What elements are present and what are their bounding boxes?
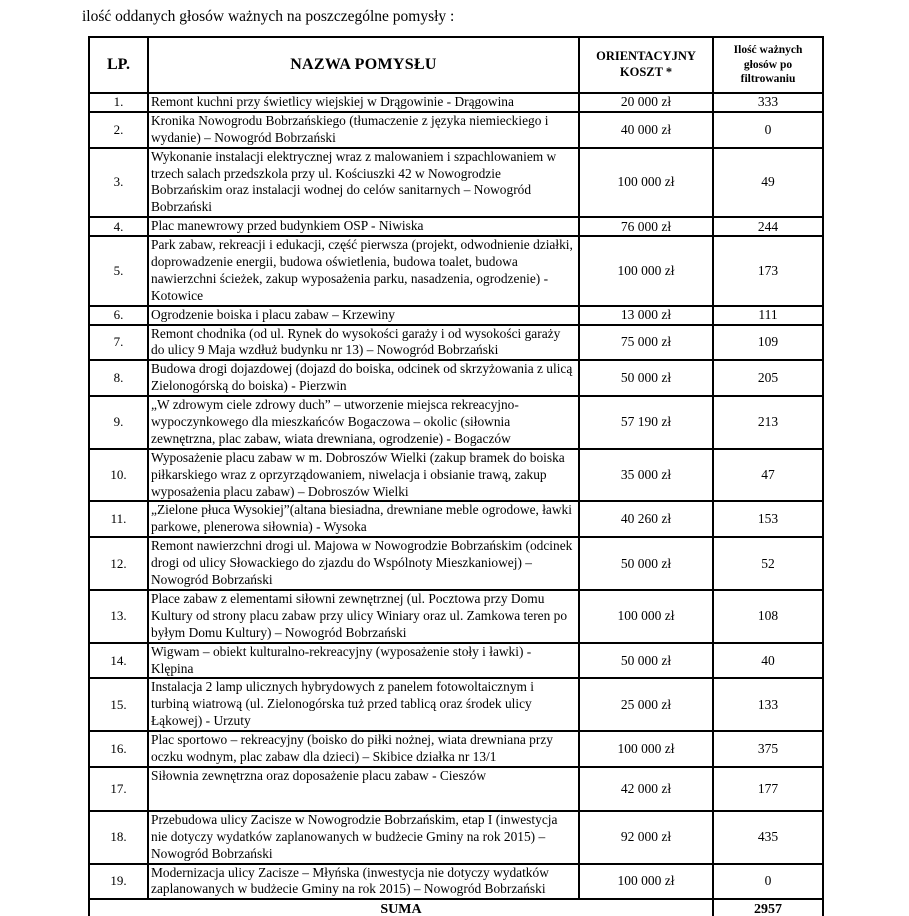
row-number-cell: 2. bbox=[89, 112, 148, 148]
row-number-cell: 10. bbox=[89, 449, 148, 502]
row-number-cell: 9. bbox=[89, 396, 148, 449]
votes-cell: 0 bbox=[713, 112, 823, 148]
table-row bbox=[89, 325, 823, 361]
votes-cell: 177 bbox=[713, 767, 823, 811]
row-number-cell: 19. bbox=[89, 864, 148, 900]
row-number-cell: 4. bbox=[89, 217, 148, 236]
idea-name-cell: Ogrodzenie boiska i placu zabaw – Krzewiny bbox=[148, 306, 579, 325]
row-number-cell: 5. bbox=[89, 236, 148, 306]
row-number-cell: 17. bbox=[89, 767, 148, 811]
votes-cell: 173 bbox=[713, 236, 823, 306]
table-header-row bbox=[89, 37, 823, 93]
idea-name-cell: Plac manewrowy przed budynkiem OSP - Niwiska bbox=[148, 217, 579, 236]
cost-cell: 20 000 zł bbox=[579, 93, 713, 112]
cost-cell: 25 000 zł bbox=[579, 678, 713, 731]
idea-name-cell: Siłownia zewnętrzna oraz doposażenie placu zabaw - Cieszów bbox=[148, 767, 579, 811]
idea-name-cell: „Zielone płuca Wysokiej”(altana biesiadna, drewniane meble ogrodowe, ławki parkowe, plenerowa siłownia) - Wysoka bbox=[148, 501, 579, 537]
idea-name-cell: Wykonanie instalacji elektrycznej wraz z malowaniem i szpachlowaniem w trzech salach przedszkola przy ul. Kościuszki 42 w Nowogrodzie Bobrzańskim oraz instalacji wodnej do celów sanitarnych – Nowogród Bobrzański bbox=[148, 148, 579, 218]
votes-cell: 205 bbox=[713, 360, 823, 396]
idea-name-cell: Remont nawierzchni drogi ul. Majowa w Nowogrodzie Bobrzańskim (odcinek drogi od ulicy Słowackiego do zjazdu do Wspólnoty Mieszkaniowej) – Nowogród Bobrzański bbox=[148, 537, 579, 590]
summary-label-cell: SUMA bbox=[89, 899, 713, 916]
row-number-cell: 3. bbox=[89, 148, 148, 218]
cost-cell: 57 190 zł bbox=[579, 396, 713, 449]
table-row bbox=[89, 501, 823, 537]
idea-name-cell: „W zdrowym ciele zdrowy duch” – utworzenie miejsca rekreacyjno-wypoczynkowego dla mieszkańców Bogaczowa – okolic (siłownia zewnętrzna, plac zabaw, wiata drewniana, ogrodzenie) - Bogaczów bbox=[148, 396, 579, 449]
header-cost: ORIENTACYJNY KOSZT * bbox=[579, 37, 713, 93]
votes-cell: 375 bbox=[713, 731, 823, 767]
summary-row bbox=[89, 899, 823, 916]
cost-cell: 50 000 zł bbox=[579, 537, 713, 590]
idea-name-cell: Park zabaw, rekreacji i edukacji, część pierwsza (projekt, odwodnienie działki, doprowadzenie energii, budowa oświetlenia, budowa toalet, budowa nawierzchni ścieżek, zakup wyposażenia parku, nasadzenia, ogrodzenie) - Kotowice bbox=[148, 236, 579, 306]
idea-name-cell: Wyposażenie placu zabaw w m. Dobroszów Wielki (zakup bramek do boiska piłkarskiego wraz z oprzyrządowaniem, niwelacja i obsianie trawą, zakup wyposażenia placu zabaw) – Dobroszów Wielki bbox=[148, 449, 579, 502]
table-row bbox=[89, 93, 823, 112]
row-number-cell: 8. bbox=[89, 360, 148, 396]
cost-cell: 100 000 zł bbox=[579, 590, 713, 643]
table-row bbox=[89, 360, 823, 396]
table-row bbox=[89, 148, 823, 218]
cost-cell: 100 000 zł bbox=[579, 236, 713, 306]
idea-name-cell: Wigwam – obiekt kulturalno-rekreacyjny (wyposażenie stoły i ławki) - Klępina bbox=[148, 643, 579, 679]
row-number-cell: 14. bbox=[89, 643, 148, 679]
row-number-cell: 12. bbox=[89, 537, 148, 590]
cost-cell: 50 000 zł bbox=[579, 643, 713, 679]
votes-cell: 244 bbox=[713, 217, 823, 236]
cost-cell: 100 000 zł bbox=[579, 864, 713, 900]
votes-cell: 133 bbox=[713, 678, 823, 731]
table-row bbox=[89, 396, 823, 449]
votes-cell: 52 bbox=[713, 537, 823, 590]
votes-cell: 153 bbox=[713, 501, 823, 537]
table-row bbox=[89, 449, 823, 502]
table-row bbox=[89, 306, 823, 325]
idea-name-cell: Przebudowa ulicy Zacisze w Nowogrodzie Bobrzańskim, etap I (inwestycja nie dotyczy wydatków zaplanowanych w budżecie Gminy na rok 2015) – Nowogród Bobrzański bbox=[148, 811, 579, 864]
header-votes: Ilość ważnych głosów po filtrowaniu bbox=[713, 37, 823, 93]
cost-cell: 42 000 zł bbox=[579, 767, 713, 811]
page-title: ilość oddanych głosów ważnych na poszczególne pomysły : bbox=[82, 8, 455, 25]
votes-cell: 111 bbox=[713, 306, 823, 325]
row-number-cell: 15. bbox=[89, 678, 148, 731]
votes-cell: 0 bbox=[713, 864, 823, 900]
cost-cell: 35 000 zł bbox=[579, 449, 713, 502]
row-number-cell: 11. bbox=[89, 501, 148, 537]
header-lp: LP. bbox=[89, 37, 148, 93]
table-row bbox=[89, 537, 823, 590]
votes-cell: 40 bbox=[713, 643, 823, 679]
table-row bbox=[89, 112, 823, 148]
table-row bbox=[89, 678, 823, 731]
cost-cell: 40 000 zł bbox=[579, 112, 713, 148]
table-row bbox=[89, 590, 823, 643]
table-row bbox=[89, 236, 823, 306]
row-number-cell: 16. bbox=[89, 731, 148, 767]
table-row bbox=[89, 643, 823, 679]
cost-cell: 92 000 zł bbox=[579, 811, 713, 864]
votes-cell: 435 bbox=[713, 811, 823, 864]
table-row bbox=[89, 217, 823, 236]
cost-cell: 76 000 zł bbox=[579, 217, 713, 236]
table-row bbox=[89, 767, 823, 811]
votes-cell: 49 bbox=[713, 148, 823, 218]
cost-cell: 100 000 zł bbox=[579, 148, 713, 218]
idea-name-cell: Plac sportowo – rekreacyjny (boisko do piłki nożnej, wiata drewniana przy oczku wodnym, plac zabaw dla dzieci) – Skibice działka nr 13/1 bbox=[148, 731, 579, 767]
idea-name-cell: Remont kuchni przy świetlicy wiejskiej w Drągowinie - Drągowina bbox=[148, 93, 579, 112]
idea-name-cell: Instalacja 2 lamp ulicznych hybrydowych z panelem fotowoltaicznym i turbiną wiatrową (ul. Zielonogórska tuż przed tablicą oraz środek ulicy Łąkowej) - Urzuty bbox=[148, 678, 579, 731]
idea-name-cell: Budowa drogi dojazdowej (dojazd do boiska, odcinek od skrzyżowania z ulicą Zielonogórską do boiska) - Pierzwin bbox=[148, 360, 579, 396]
votes-table bbox=[88, 36, 824, 916]
votes-cell: 213 bbox=[713, 396, 823, 449]
table-row bbox=[89, 731, 823, 767]
summary-total-cell: 2957 bbox=[713, 899, 823, 916]
table-row bbox=[89, 864, 823, 900]
cost-cell: 75 000 zł bbox=[579, 325, 713, 361]
cost-cell: 100 000 zł bbox=[579, 731, 713, 767]
idea-name-cell: Kronika Nowogrodu Bobrzańskiego (tłumaczenie z języka niemieckiego i wydanie) – Nowogród Bobrzański bbox=[148, 112, 579, 148]
row-number-cell: 13. bbox=[89, 590, 148, 643]
cost-cell: 40 260 zł bbox=[579, 501, 713, 537]
idea-name-cell: Modernizacja ulicy Zacisze – Młyńska (inwestycja nie dotyczy wydatków zaplanowanych w budżecie Gminy na rok 2015) – Nowogród Bobrzański bbox=[148, 864, 579, 900]
table-row bbox=[89, 811, 823, 864]
row-number-cell: 18. bbox=[89, 811, 148, 864]
idea-name-cell: Remont chodnika (od ul. Rynek do wysokości garaży i od wysokości garaży do ulicy 9 Maja wzdłuż budynku nr 13) – Nowogród Bobrzański bbox=[148, 325, 579, 361]
votes-cell: 108 bbox=[713, 590, 823, 643]
row-number-cell: 7. bbox=[89, 325, 148, 361]
header-name: NAZWA POMYSŁU bbox=[148, 37, 579, 93]
votes-cell: 333 bbox=[713, 93, 823, 112]
votes-cell: 109 bbox=[713, 325, 823, 361]
votes-cell: 47 bbox=[713, 449, 823, 502]
row-number-cell: 1. bbox=[89, 93, 148, 112]
idea-name-cell: Place zabaw z elementami siłowni zewnętrznej (ul. Pocztowa przy Domu Kultury od strony placu zabaw przy ulicy Winiary oraz ul. Zamkowa teren po byłym Domu Kultury) – Nowogród Bobrzański bbox=[148, 590, 579, 643]
row-number-cell: 6. bbox=[89, 306, 148, 325]
cost-cell: 13 000 zł bbox=[579, 306, 713, 325]
cost-cell: 50 000 zł bbox=[579, 360, 713, 396]
